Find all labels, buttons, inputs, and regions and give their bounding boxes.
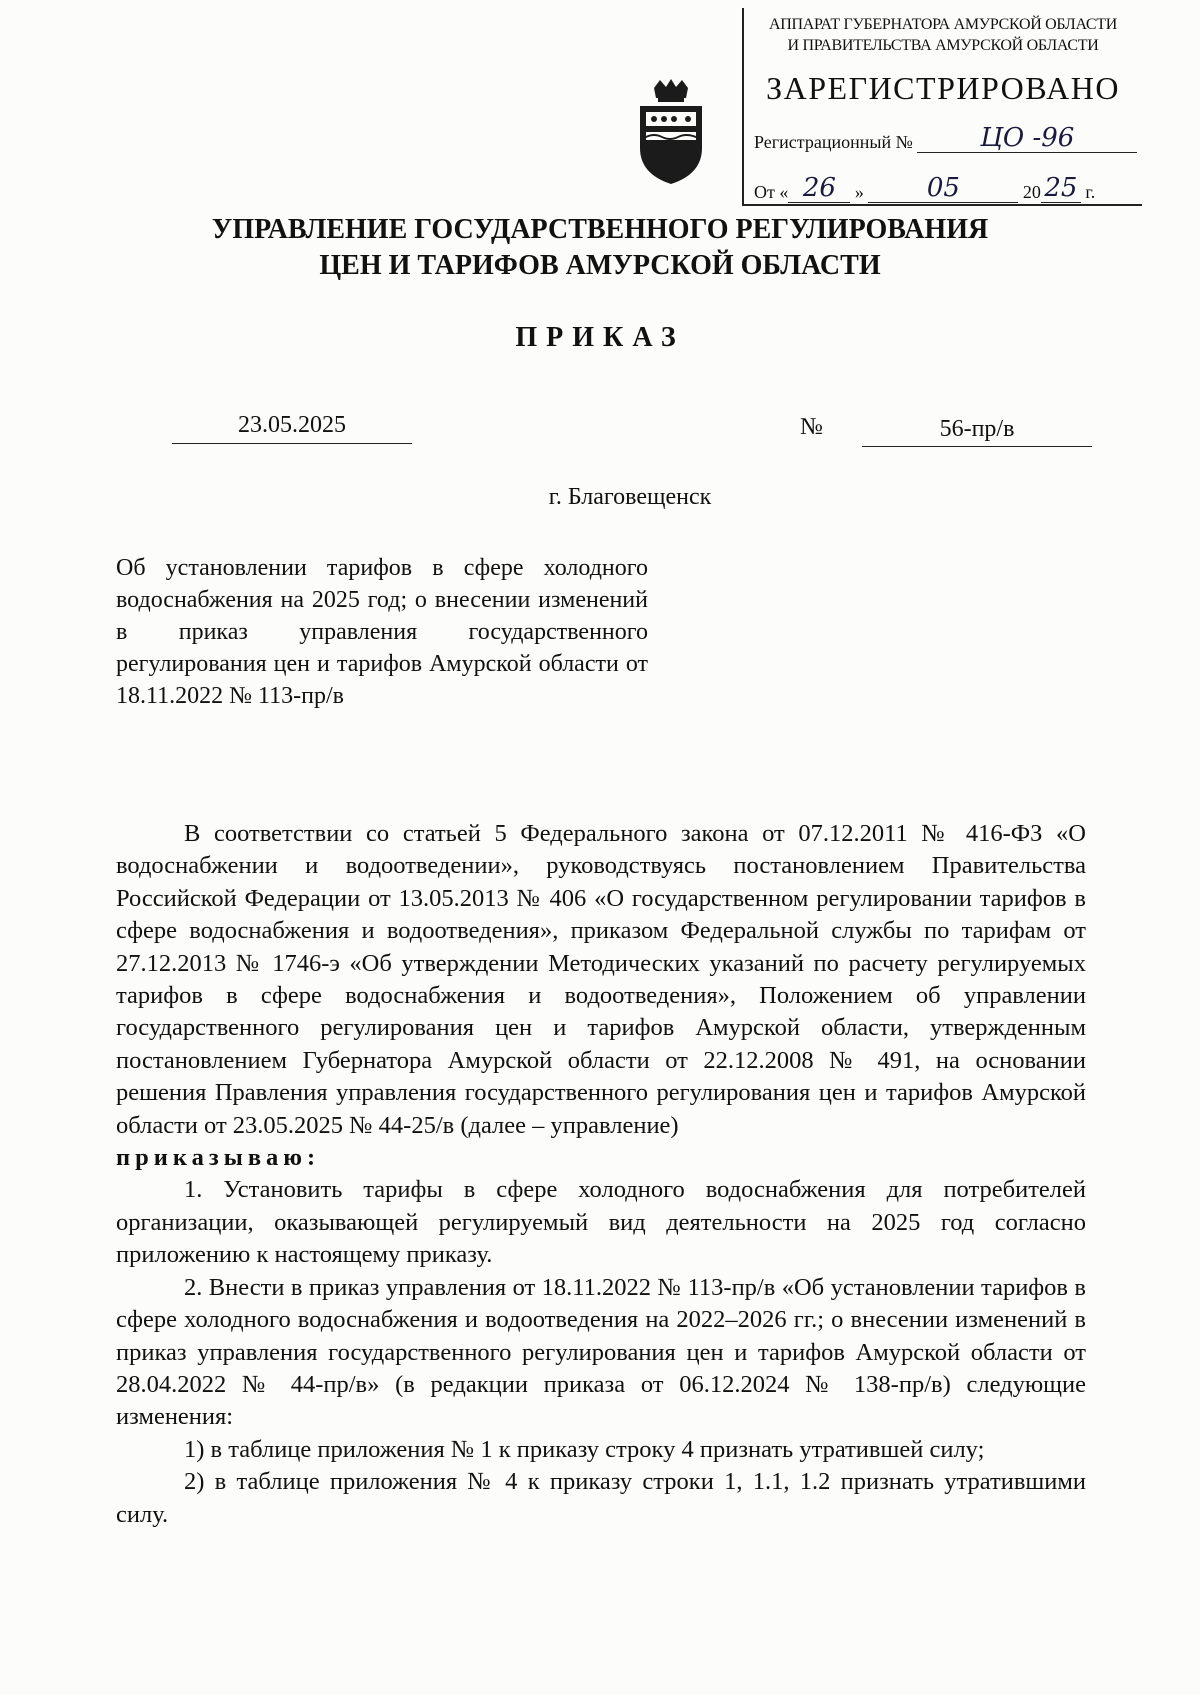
stamp-day: 26 bbox=[788, 174, 850, 203]
stamp-date-prefix: От « bbox=[754, 182, 789, 202]
stamp-title: ЗАРЕГИСТРИРОВАНО bbox=[766, 70, 1120, 106]
document-number-sign: № bbox=[800, 414, 823, 440]
order-item-2: 2. Внести в приказ управления от 18.11.2022 № 113-пр/в «Об установлении тарифов в сфере холодного водоснабжения и водоотведения на 2022–2026 гг.; о внесении изменений в приказ управления государственного регулирования цен и тарифов Амурской области от 28.04.2022 № 44-пр/в» (в редакции приказа от 06.12.2024 № 138-пр/в) следующие изменения: bbox=[116, 1273, 1086, 1431]
stamp-year-suffix: 25 bbox=[1041, 174, 1081, 203]
registration-stamp bbox=[742, 8, 1142, 206]
document-body bbox=[116, 818, 1086, 1531]
document-number: 56-пр/в bbox=[862, 416, 1092, 447]
stamp-year-abbr: г. bbox=[1085, 182, 1096, 202]
issuing-authority-line2: ЦЕН И ТАРИФОВ АМУРСКОЙ ОБЛАСТИ bbox=[319, 250, 881, 281]
coat-of-arms-icon bbox=[630, 78, 712, 186]
order-verb: приказываю: bbox=[116, 1144, 321, 1172]
order-subitem-2: 2) в таблице приложения № 4 к приказу строки 1, 1.1, 1.2 признать утратившими силу. bbox=[116, 1468, 1086, 1528]
stamp-quote-close: » bbox=[854, 182, 864, 202]
stamp-reg-number: ЦО -96 bbox=[917, 124, 1137, 153]
document-subject: Об установлении тарифов в сфере холодного водоснабжения на 2025 год; о внесении изменений в приказ управления государственного регулирования цен и тарифов Амурской области от 18.11.2022 № 113-пр/в bbox=[116, 555, 648, 709]
document-city: г. Благовещенск bbox=[548, 484, 712, 510]
issuing-authority-line1: УПРАВЛЕНИЕ ГОСУДАРСТВЕННОГО РЕГУЛИРОВАНИЯ bbox=[211, 214, 989, 245]
document-date: 23.05.2025 bbox=[172, 412, 412, 444]
stamp-year-prefix: 20 bbox=[1022, 182, 1041, 202]
stamp-org-line2: И ПРАВИТЕЛЬСТВА АМУРСКОЙ ОБЛАСТИ bbox=[787, 37, 1099, 54]
stamp-org bbox=[744, 14, 1142, 56]
stamp-org-line1: АППАРАТ ГУБЕРНАТОРА АМУРСКОЙ ОБЛАСТИ bbox=[768, 16, 1118, 33]
stamp-reg-label: Регистрационный № bbox=[754, 132, 913, 152]
order-item-1: 1. Установить тарифы в сфере холодного водоснабжения для потребителей организации, оказывающей регулируемый вид деятельности на 2025 год согласно приложению к настоящему приказу. bbox=[116, 1176, 1086, 1269]
document-type: ПРИКАЗ bbox=[515, 322, 685, 353]
stamp-month: 05 bbox=[868, 174, 1018, 203]
issuing-authority bbox=[0, 212, 1200, 284]
order-subitem-1: 1) в таблице приложения № 1 к приказу строку 4 признать утратившей силу; bbox=[184, 1435, 985, 1463]
preamble-paragraph: В соответствии со статьей 5 Федерального закона от 07.12.2011 № 416-ФЗ «О водоснабжении и водоотведении», руководствуясь постановлением Правительства Российской Федерации от 13.05.2013 № 406 «О государственном регулировании тарифов в сфере водоснабжения и водоотведения», приказом Федеральной службы по тарифам от 27.12.2013 № 1746-э «Об утверждении Методических указаний по расчету регулируемых тарифов в сфере водоснабжения и водоотведения», Положением об управлении государственного регулирования цен и тарифов Амурской области, утвержденным постановлением Губернатора Амурской области от 22.12.2008 № 491, на основании решения Правления управления государственного регулирования цен и тарифов Амурской области от 23.05.2025 № 44-25/в (далее – управление) bbox=[116, 820, 1086, 1139]
stamp-date-row bbox=[754, 174, 1095, 203]
stamp-reg-row bbox=[754, 124, 1137, 153]
